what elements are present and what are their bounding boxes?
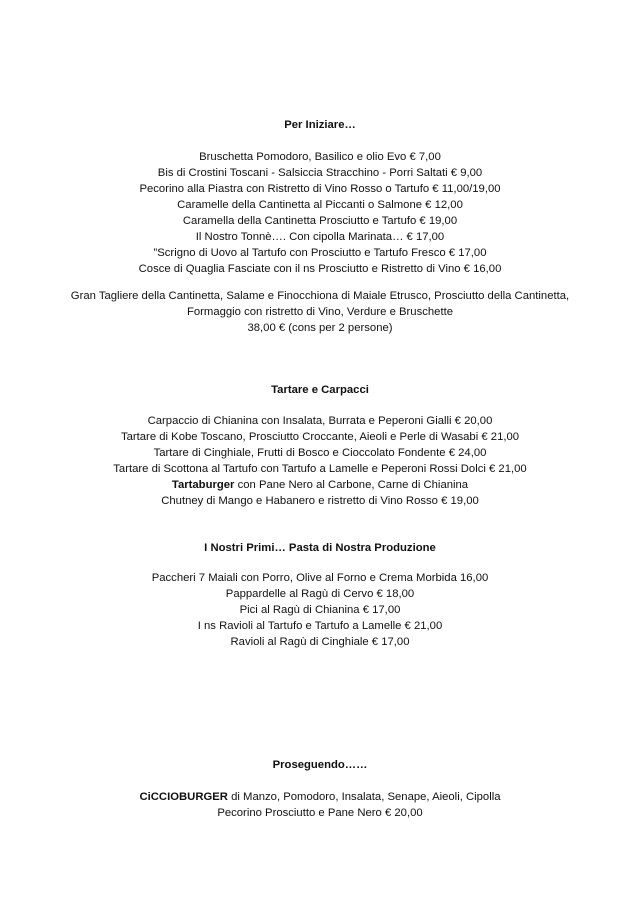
menu-item: Carpaccio di Chianina con Insalata, Burrata e Peperoni Gialli € 20,00 <box>147 415 493 427</box>
menu-item: Ravioli al Ragù di Cinghiale € 17,00 <box>230 636 410 648</box>
menu-item: Bruschetta Pomodoro, Basilico e olio Evo € 7,00 <box>199 151 441 163</box>
tartaburger-line <box>0 477 640 493</box>
menu-item: Tartare di Kobe Toscano, Prosciutto Croccante, Aieoli e Perle di Wasabi € 21,00 <box>120 431 520 443</box>
primi-list <box>0 570 640 650</box>
tagliere-description: Gran Tagliere della Cantinetta, Salame e Finocchiona di Maiale Etrusco, Prosciutto della Cantinetta, Formaggio con ristretto di Vino, Verdure e Bruschette <box>70 290 570 318</box>
section-title: Per Iniziare… <box>284 119 356 131</box>
tagliere-price: 38,00 € (cons per 2 persone) <box>247 322 393 334</box>
menu-item: Pappardelle al Ragù di Cervo € 18,00 <box>225 588 415 600</box>
cicciobeurger-name: CiCCIOBURGER <box>139 791 228 803</box>
section-title: I Nostri Primi… Pasta di Nostra Produzione <box>204 542 436 554</box>
tartaburger-rest: con Pane Nero al Carbone, Carne di Chianina <box>234 479 469 491</box>
cicciobeurger-line <box>0 789 640 805</box>
menu-item: Cosce di Quaglia Fasciate con il ns Prosciutto e Ristretto di Vino € 16,00 <box>138 263 502 275</box>
proseguendo-list <box>0 789 640 821</box>
section-primi <box>0 540 640 556</box>
per-iniziare-list <box>0 149 640 277</box>
menu-item: Pici al Ragù di Chianina € 17,00 <box>239 604 401 616</box>
menu-item: Tartare di Cinghiale, Frutti di Bosco e Cioccolato Fondente € 24,00 <box>153 447 487 459</box>
menu-item: ”Scrigno di Uovo al Tartufo con Prosciutto e Tartufo Fresco € 17,00 <box>153 247 487 259</box>
section-title: Tartare e Carpacci <box>271 384 369 396</box>
cicciobeurger-line-2: Pecorino Prosciutto e Pane Nero € 20,00 <box>217 807 423 819</box>
tartaburger-line-2: Chutney di Mango e Habanero e ristretto di Vino Rosso € 19,00 <box>161 495 479 507</box>
section-tartare-carpacci <box>0 382 640 398</box>
menu-item: Tartare di Scottona al Tartufo con Tartufo a Lamelle e Peperoni Rossi Dolci € 21,00 <box>113 463 527 475</box>
section-proseguendo <box>0 757 640 773</box>
section-title: Proseguendo…… <box>272 759 368 771</box>
menu-item: Pecorino alla Piastra con Ristretto di Vino Rosso o Tartufo € 11,00/19,00 <box>139 183 501 195</box>
tartaburger-name: Tartaburger <box>171 479 235 491</box>
cicciobeurger-rest: di Manzo, Pomodoro, Insalata, Senape, Aieoli, Cipolla <box>227 791 501 803</box>
tartare-list <box>0 413 640 509</box>
menu-item: Il Nostro Tonnè…. Con cipolla Marinata… € 17,00 <box>195 231 445 243</box>
section-per-iniziare <box>0 117 640 133</box>
menu-item: Bis di Crostini Toscani - Salsiccia Stracchino - Porri Saltati € 9,00 <box>157 167 483 179</box>
menu-item: I ns Ravioli al Tartufo e Tartufo a Lamelle € 21,00 <box>197 620 443 632</box>
menu-item: Caramella della Cantinetta Prosciutto e Tartufo € 19,00 <box>182 215 458 227</box>
menu-item: Caramelle della Cantinetta al Piccanti o Salmone € 12,00 <box>177 199 463 211</box>
menu-item: Paccheri 7 Maiali con Porro, Olive al Forno e Crema Morbida 16,00 <box>151 572 489 584</box>
tagliere-item <box>0 288 640 336</box>
